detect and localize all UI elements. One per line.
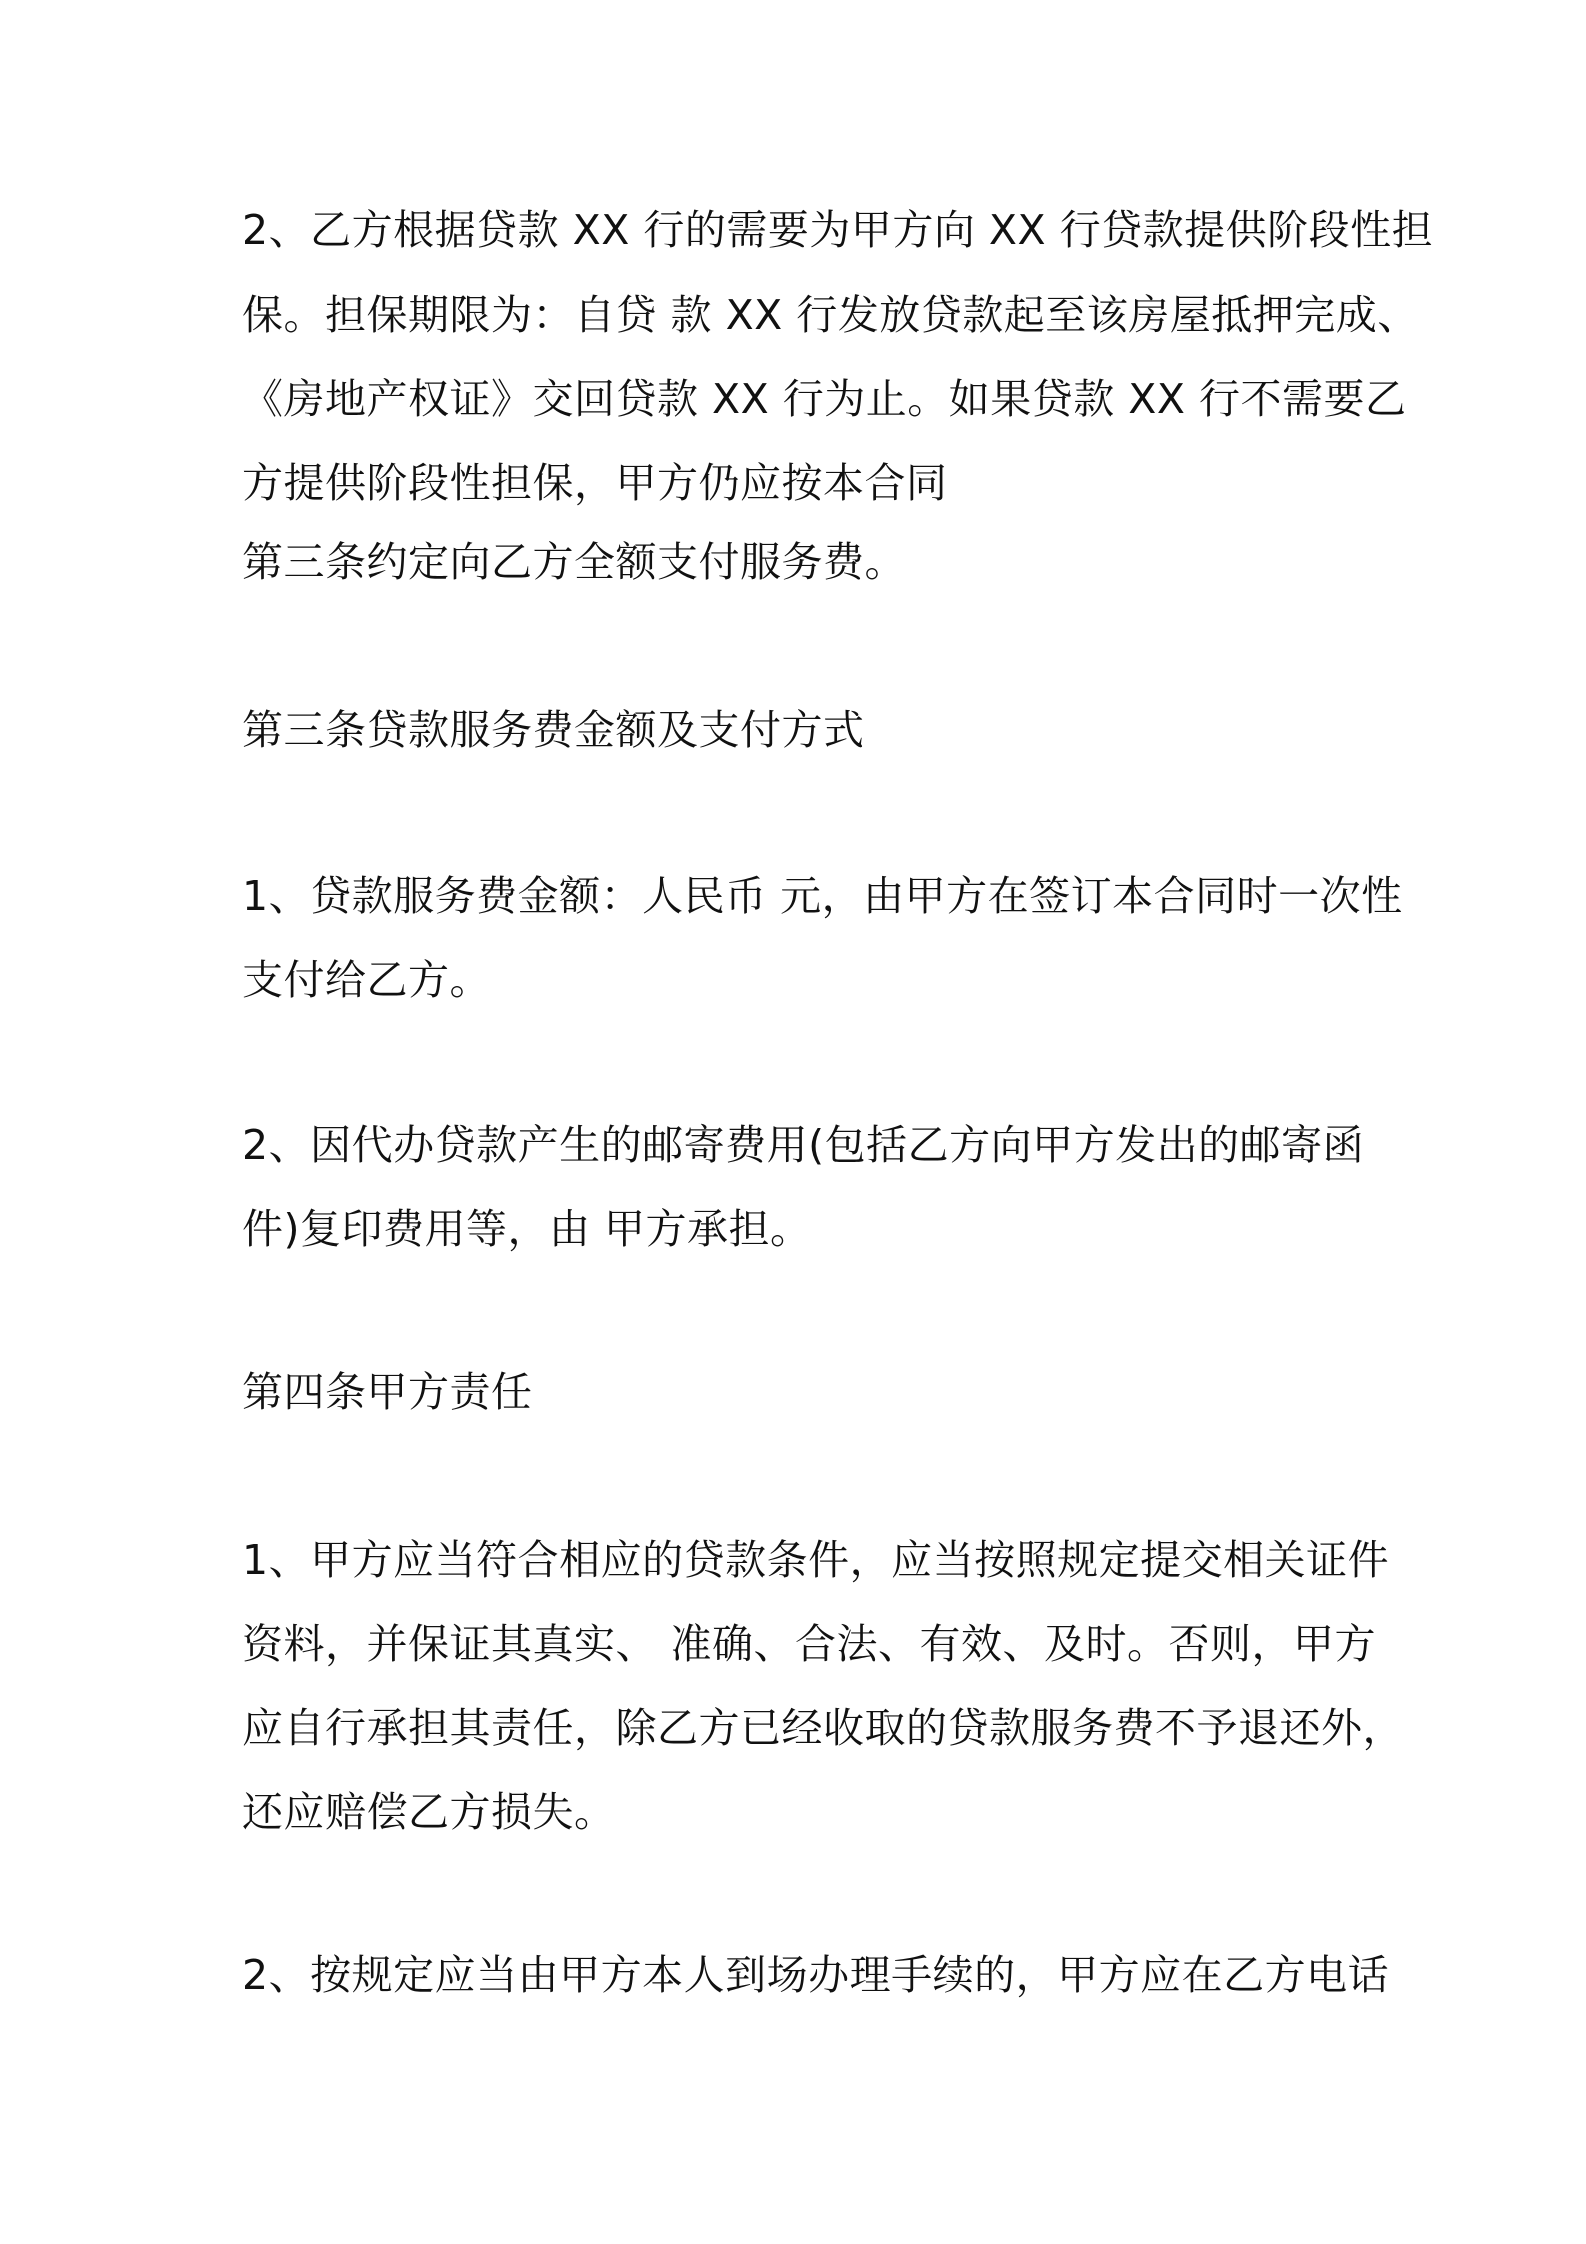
article-3-item-2-line-2: 件)复印费用等，由 甲方承担。: [242, 1205, 812, 1253]
article-3-item-1-line-2: 支付给乙方。: [242, 956, 491, 1004]
article-3-heading: 第三条贷款服务费金额及支付方式: [242, 706, 865, 754]
guarantee-paragraph-line-4: 方提供阶段性担保，甲方仍应按本合同: [242, 459, 948, 507]
article-4-item-1-line-4: 还应赔偿乙方损失。: [242, 1788, 616, 1836]
article-3-item-1-line-1: 1、贷款服务费金额：人民币 元，由甲方在签订本合同时一次性: [242, 872, 1403, 920]
guarantee-paragraph-line-2: 保。担保期限为：自贷 款 XX 行发放贷款起至该房屋抵押完成、: [242, 291, 1419, 339]
article-4-item-1-line-1: 1、甲方应当符合相应的贷款条件，应当按照规定提交相关证件: [242, 1536, 1390, 1584]
guarantee-paragraph-line-5: 第三条约定向乙方全额支付服务费。: [242, 538, 906, 586]
article-4-heading: 第四条甲方责任: [242, 1368, 533, 1416]
article-4-item-2-line-1: 2、按规定应当由甲方本人到场办理手续的，甲方应在乙方电话: [242, 1951, 1390, 1999]
article-4-item-1-line-2: 资料，并保证其真实、 准确、合法、有效、及时。否则，甲方: [242, 1620, 1377, 1668]
article-4-item-1-line-3: 应自行承担其责任，除乙方已经收取的贷款服务费不予退还外，: [242, 1704, 1404, 1752]
guarantee-paragraph-line-1: 2、乙方根据贷款 XX 行的需要为甲方向 XX 行贷款提供阶段性担: [242, 206, 1434, 254]
guarantee-paragraph-line-3: 《房地产权证》交回贷款 XX 行为止。如果贷款 XX 行不需要乙: [242, 375, 1407, 423]
article-3-item-2-line-1: 2、因代办贷款产生的邮寄费用(包括乙方向甲方发出的邮寄函: [242, 1121, 1365, 1169]
